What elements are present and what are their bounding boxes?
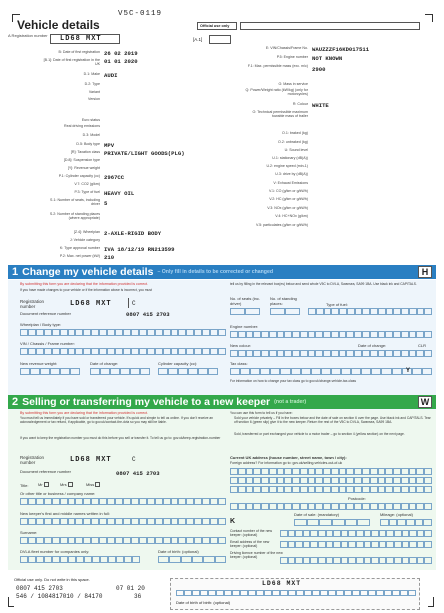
section2-right-text: You can use this form to tell us if you have: [230,411,293,415]
s2-reg-label: Registration number [20,455,45,465]
s2-surname-label: Surname: [20,530,38,535]
field-label: B: Date of first registration [58,50,100,54]
s2-reg-value: LD68 MXT [70,456,112,464]
section1-body [8,280,436,413]
checkbox-mr[interactable] [44,482,49,487]
title-option-miss: Miss [86,482,95,487]
s2-surname-input[interactable] [20,537,226,544]
field-label: F.1: Max. permissible mass (exc. m/c) [247,64,308,68]
field-label: P.2: Max. net power (kW) [59,254,100,258]
section2-bullet2: Sold, transferred or part exchanged your vehicle to a motor trader – go to section 4 (yellow section) on the next page. [234,432,405,436]
field-value: 2-AXLE-RIGID BODY [104,230,162,237]
left-fields [8,34,208,259]
field-label: Variant [88,90,100,94]
field-label: [D.8]: Suspension type [63,158,100,162]
section1-number: 1 [12,266,19,278]
s2-docref-value: 0807 415 2703 [116,470,160,477]
s1-colour-date-label: Date of change: [358,343,387,348]
field-value: 2967CC [104,174,125,181]
footer-dob-label: Date of birth of birth: (optional) [176,600,231,605]
field-label: V.1: CO (g/km or g/kWh) [268,189,308,193]
field-value: 2900 [312,66,326,73]
footer-tail-reg: LD68 MXT [262,580,302,587]
section2-warning: By submitting this form you are declaring that the information provided is correct. [20,411,149,415]
section1-letter: H [421,267,429,277]
footer-strip-boxes [176,590,416,596]
footer-doc-ref: 0807 415 2703 [16,585,63,592]
s2-title-mr[interactable] [38,482,49,487]
section2-left-text: You must tell us immediately if you have sold or transferred your vehicle. It's quick and simple to tell us online. If you don't receive an acknowledgement or tax refund, if applicable, go to gov.uk/contact-the-dvla so you may still be liable. [20,416,214,424]
s1-taxclass-label: Tax class: [230,361,248,366]
section1-right-help: tell us by filling in the relevant box(es) below and send whole V5C to DVLA, Swansea, SA99 1BA. Use black ink and CAPITALS. [230,282,417,286]
field-value: MPV [104,142,115,149]
field-label: V.2: HC (g/km or g/kWh) [269,197,308,201]
s1-docref-label: Document reference number [20,311,71,316]
corner-mark-right [425,14,433,22]
field-label: V.5: particulates (g/km or g/kWh) [256,223,308,227]
field-value: 5 [104,200,108,207]
s2-docref-label: Document reference number [20,469,71,474]
s1-cyl-label: Cylinder capacity (cc): [158,361,198,366]
s2-sale-date-label: Date of sale: (mandatory) [294,512,340,517]
k-label: K [230,518,236,525]
s2-other-title-label: Or other title or business / company name: [20,491,96,496]
s1-vin-label: VIN / Chassis / Frame number: [20,341,75,346]
field-label: U.3: drive by (dB(A)) [275,172,308,176]
s2-first-names-label: New keeper's first and middle names written in full: [20,511,110,516]
s2-fleet-label: DVLA fleet number for companies only: [20,549,90,554]
field-label: P.1: Cylinder capacity (cc) [58,174,100,178]
s2-title-miss[interactable] [86,482,100,487]
s2-address-label: Current UK address (house number, street name, town / city): [230,455,347,460]
s2-sale-date-input[interactable] [294,519,370,526]
s2-contact-label: Contact number of the new keeper: (optional) [230,529,273,537]
checkbox-mrs[interactable] [68,482,73,487]
s1-taxclass-input[interactable] [230,368,432,375]
field-value: 26 02 2019 [104,50,138,57]
s1-datechange-label: Date of change: [90,361,119,366]
s1-cyl-input[interactable] [158,368,218,375]
s1-wheelplan-input[interactable] [20,329,226,336]
field-label: V: Exhaust Emissions [273,181,308,185]
s2-postcode-input[interactable] [230,503,432,510]
field-label: S.1: Number of seats, including driver [50,198,100,207]
s1-standing-input[interactable] [270,308,300,315]
field-registration [8,34,208,44]
official-use-box [197,22,237,30]
official-use-label: Official use only [200,24,230,28]
s2-licence-label: Driving licence number of the new keeper: (optional) [230,551,283,559]
s2-address-line2[interactable] [230,477,432,484]
s1-fuel-input[interactable] [308,308,432,315]
s2-mileage-label: Mileage: (optional) [380,512,413,517]
section1-warning: By submitting this form you are declaring that the information provided is correct. [20,282,149,286]
s2-email-input[interactable] [280,541,432,548]
field-value: 210 [104,254,115,261]
s2-other-title-input[interactable] [20,498,226,505]
s1-docref-value: 0807 415 2703 [126,311,170,318]
s2-reg-letter: C [132,456,136,463]
field-label: P.5: Engine number [276,55,308,59]
s1-vin-input[interactable] [20,348,226,355]
field-label: G: Mass in service [278,82,308,86]
section1-header [8,265,436,279]
s2-address-line3[interactable] [230,486,432,493]
s1-revenue-label: New revenue weight: [20,361,58,366]
s1-standing-label: No. of standing places: [270,296,297,306]
section2-number: 2 [12,396,19,408]
s1-reg-letter: C [132,300,136,307]
checkbox-miss[interactable] [95,482,100,487]
s2-email-label: Email address of the new keeper: (optional) [230,540,270,548]
s1-reg-label: Registration number [20,299,45,309]
field-label: E: VIN/Chassis/Frame No. [265,46,308,50]
a1-code: [A.1] [193,37,203,42]
s2-dob-input[interactable] [158,556,226,563]
field-value: WAUZZZF16KD017511 [312,46,370,53]
field-value: WHITE [312,102,329,109]
section2-subtitle: (not a trader) [274,399,307,405]
field-label: Euro status [81,118,100,122]
field-label: [Z.4]: Wheelplan [73,230,100,234]
field-label: P.3: Type of fuel [74,190,100,194]
s1-engine-label: Engine number: [230,324,259,329]
s2-postcode-label: Postcode: [348,496,366,501]
field-label: O.2: unbraked (kg) [278,140,308,144]
field-value: HEAVY OIL [104,190,135,197]
s1-colour-input[interactable] [230,350,432,357]
footer-date: 07 01 20 [116,585,145,592]
s2-contact-input[interactable] [280,530,432,537]
section2-body [8,410,436,570]
field-label: Q: Power/Weight ratio (kW/kg) (only for motorcycles) [245,88,308,97]
field-label: V.3: NOx (g/km or g/kWh) [267,206,308,210]
field-value: LD68 MXT [60,35,102,43]
section2-title: Selling or transferring my vehicle to a new keeper [22,396,271,408]
footer-official-use: Official use only. Do not write in this space. [14,577,90,582]
s1-seats-label: No. of seats (inc. driver) [230,296,261,306]
field-label: O: Technical permissible maximum towable mass of trailer [252,110,308,119]
form-code: V5C-0119 [118,10,163,18]
section2-letter-box [418,396,432,408]
field-value: IVA 18/12/19 RN213599 [104,246,175,253]
section2-header [8,395,436,409]
field-label: K: Type approval number [59,246,100,250]
s1-taxclass-box: Y [406,367,410,374]
a1-box [209,35,231,44]
s1-tax-info: For information on how to change your tax class go to gov.uk/change-vehicle-tax-class [230,379,357,383]
field-label: R: Colour [292,102,308,106]
field-label: U: Sound level [284,148,308,152]
s2-licence-input[interactable] [280,557,432,564]
field-label: [B.1]: Date of first registration in the UK [43,58,100,67]
field-label: D.1: Make [83,72,100,76]
field-value: AUDI [104,72,118,79]
field-value: PRIVATE/LIGHT GOODS(PLG) [104,150,185,157]
field-label: V.4: HC+NOx (g/km) [275,214,308,218]
field-label: U.2: engine speed (min-1) [266,164,308,168]
section2-bullet1: Sold your vehicle privately – Fill in the boxes below and the date of sale on section 6 over the page. Use black ink and CAPITALS. Tear off section 6 (green slip) give it to the new keeper. Return the rest of the V5C to DVLA, Swansea, SA99 1BA. [234,416,431,424]
s1-colour-label: New colour: [230,343,252,348]
s2-k-box [230,518,235,525]
field-label: Real driving emissions [64,124,100,128]
s1-clr-label: CLR [418,343,427,348]
s2-foreign-label: Foreign address? For information go to: gov.uk/selling-vehicles-out-of-uk [230,461,343,465]
section1-help: If you have made changes to your vehicle or if the information above is incorrect, you must [20,288,152,292]
s2-dob-label: Date of birth: (optional) [158,549,199,554]
field-label: D.5: Body type [76,142,100,146]
s1-reg-box-end [128,298,129,308]
field-label: D.3: Model [82,133,100,137]
s1-wheelplan-label: Wheelplan / Body type: [20,322,62,327]
section2-letter: W [420,397,430,407]
field-label: S.2: Number of standing places (where appropriate) [49,212,100,221]
field-label: U.1: stationary (dB(A)) [272,156,308,160]
official-use-field [240,22,420,30]
s2-title-mrs[interactable] [60,482,73,487]
title-option-mrs: Mrs [60,482,67,487]
s1-engine-input[interactable] [230,331,432,338]
title-option-mr: Mr [38,482,43,487]
footer-corner-left [8,597,14,607]
field-label: D.2: Type [84,82,100,86]
s1-revenue-input[interactable] [20,368,80,375]
footer-line2: 546 / 1084817010 / 84170 [16,593,103,600]
footer-corner-right [428,597,434,607]
right-fields [210,46,436,256]
s1-seats-input[interactable] [230,308,260,315]
s2-title-label: Title: [20,483,29,488]
s1-fuel-label: Type of fuel: [326,302,348,307]
section1-letter-box [418,266,432,278]
s1-reg-value: LD68 MXT [70,300,112,308]
field-label: V.7: CO2 (g/km) [74,182,100,186]
s2-first-names-input[interactable] [20,518,226,525]
field-value: NOT KNOWN [312,55,343,62]
field-label: O.1: braked (kg) [282,131,308,135]
section1-subtitle: – Only fill in details to be corrected or changed [157,269,274,275]
field-label: [R]: Taxation class [70,150,100,154]
page-title: Vehicle details [17,18,100,32]
field-value: 01 01 2020 [104,58,138,65]
field-label: [Y]: Revenue weight [67,166,100,170]
s1-datechange-input[interactable] [90,368,150,375]
footer-num: 36 [134,593,142,600]
section2-left-text2: If you want to keep the registration number you must do this before you sell or transfer it. To tell us go to: gov.uk/keep-registration-number [20,436,221,440]
section1-title: Change my vehicle details [22,266,154,278]
s2-mileage-input[interactable] [380,519,432,526]
field-label: J: Vehicle category [69,238,100,242]
field-label: Version [88,97,100,101]
s2-address-line1[interactable] [230,468,432,475]
field-label: A Registration number [8,33,48,38]
s2-fleet-input[interactable] [20,556,140,563]
